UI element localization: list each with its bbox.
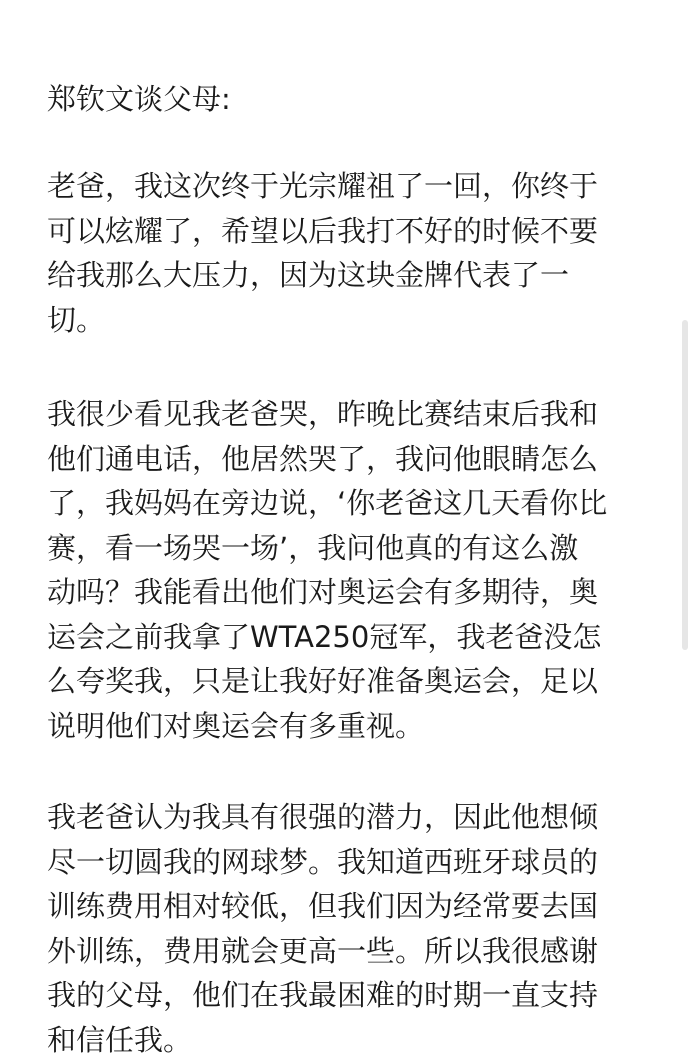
paragraph-line: 训练费用相对较低，但我们因为经常要去国 — [47, 884, 598, 929]
article-title: 郑钦文谈父母: — [47, 77, 231, 121]
paragraph-line: 老爸，我这次终于光宗耀祖了一回，你终于 — [47, 164, 598, 209]
paragraph-line: 了，我妈妈在旁边说，‘你老爸这几天看你比 — [47, 481, 607, 526]
paragraph-line: 我很少看见我老爸哭，昨晚比赛结束后我和 — [47, 392, 607, 437]
paragraph-line: 动吗？我能看出他们对奥运会有多期待，奥 — [47, 570, 607, 615]
paragraph-line: 么夸奖我，只是让我好好准备奥运会，足以 — [47, 659, 607, 704]
paragraph-line: 给我那么大压力，因为这块金牌代表了一 — [47, 253, 598, 298]
paragraph-line: 运会之前我拿了WTA250冠军，我老爸没怎 — [47, 615, 607, 660]
paragraph-line: 切。 — [47, 298, 598, 343]
paragraph-line: 我老爸认为我具有很强的潜力，因此他想倾 — [47, 795, 598, 840]
paragraph-3 — [47, 795, 598, 1062]
paragraph-line: 和信任我。 — [47, 1018, 598, 1062]
paragraph-line: 赛，看一场哭一场’，我问他真的有这么激 — [47, 526, 607, 571]
paragraph-2 — [47, 392, 607, 748]
paragraph-line: 尽一切圆我的网球梦。我知道西班牙球员的 — [47, 840, 598, 885]
paragraph-line: 他们通电话，他居然哭了，我问他眼睛怎么 — [47, 437, 607, 482]
paragraph-line: 说明他们对奥运会有多重视。 — [47, 704, 607, 749]
paragraph-line: 可以炫耀了，希望以后我打不好的时候不要 — [47, 209, 598, 254]
paragraph-line: 外训练，费用就会更高一些。所以我很感谢 — [47, 929, 598, 974]
paragraph-line: 我的父母，他们在我最困难的时期一直支持 — [47, 973, 598, 1018]
scrollbar[interactable] — [682, 320, 688, 650]
paragraph-1 — [47, 164, 598, 342]
